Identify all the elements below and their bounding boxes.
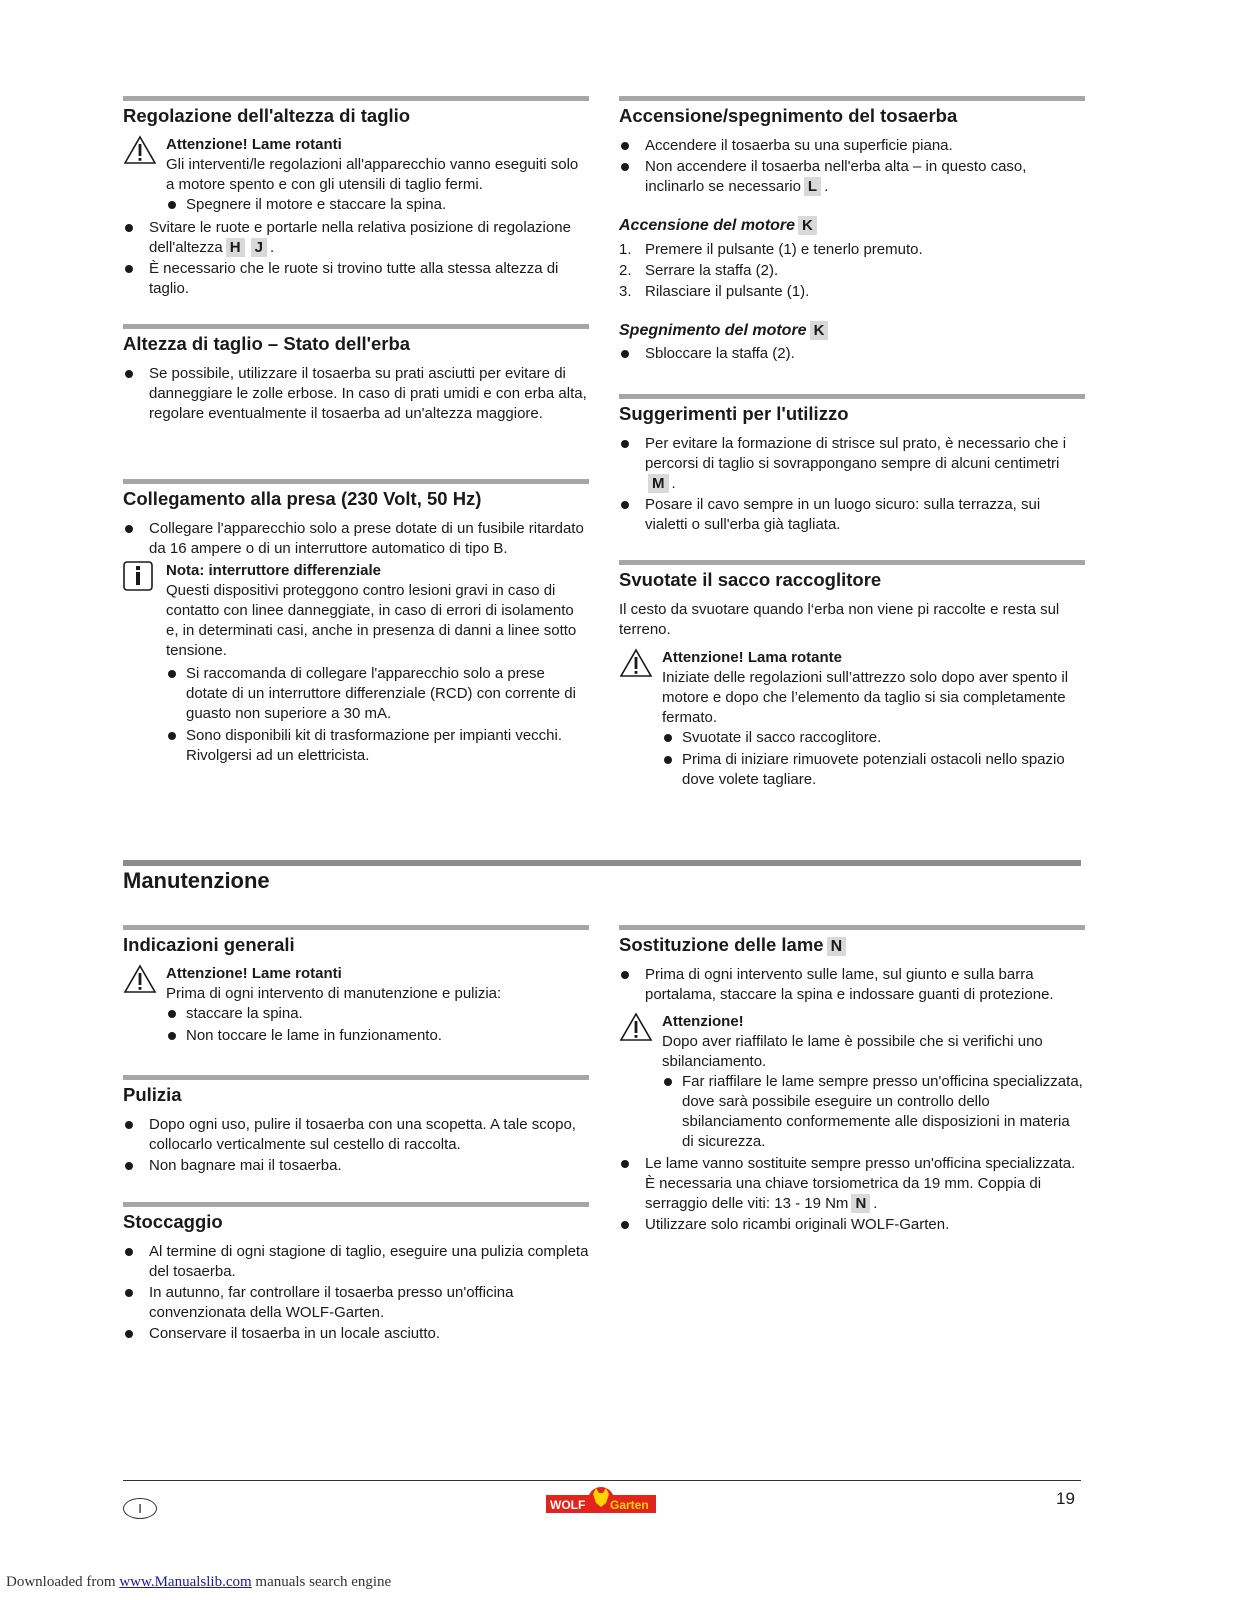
list-item-text: Non accendere il tosaerba nell'erba alta – in questo caso, inclinarlo se necessario — [645, 158, 1027, 195]
step-text: Rilasciare il pulsante (1). — [645, 283, 810, 300]
list-item-text: Per evitare la formazione di strisce sul prato, è necessario che i percorsi di taglio si sovrappongano sempre di alcuni centimetri — [645, 435, 1067, 472]
list-item: Conservare il tosaerba in un locale asciutto. — [123, 1324, 589, 1344]
list-item: Spegnere il motore e staccare la spina. — [166, 195, 589, 215]
list-item: In autunno, far controllare il tosaerba presso un'officina convenzionata della WOLF-Garten. — [123, 1283, 589, 1323]
figure-ref-badge: N — [827, 937, 847, 956]
note-text: Questi dispositivi proteggono contro lesioni gravi in caso di contatto con linee danneggiate, in caso di errori di isolamento e, in determinati casi, anche in presenza di danni a linee sotto tensione. — [166, 582, 577, 659]
section-cutting-height — [123, 96, 589, 300]
step-text: Premere il pulsante (1) e tenerlo premuto. — [645, 241, 923, 258]
section-cleaning — [123, 1075, 589, 1177]
list-item: Svitare le ruote e portarle nella relativa posizione di regolazione dell'altezza H J . — [123, 218, 589, 258]
section-rule — [123, 925, 589, 930]
figure-ref-badge: M — [648, 474, 669, 493]
section-general-notes — [123, 925, 589, 1047]
section-rule — [123, 1075, 589, 1080]
section-title: Altezza di taglio – Stato dell'erba — [123, 333, 411, 354]
section-empty-bag — [619, 560, 1085, 791]
logo-text-left: WOLF — [550, 1498, 586, 1512]
section-title: Collegamento alla presa (230 Volt, 50 Hz) — [123, 488, 482, 509]
page-number: 19 — [1056, 1489, 1075, 1508]
info-note-block — [123, 561, 589, 766]
logo-text-right: Garten — [610, 1498, 649, 1512]
section-grass-state — [123, 324, 589, 425]
figure-ref-badge: K — [798, 216, 817, 235]
warning-block — [619, 1012, 1085, 1152]
step-item: 2. Serrare la staffa (2). — [619, 262, 779, 279]
list-item: Collegare l'apparecchio solo a prese dotate di un fusibile ritardato da 16 ampere o di un interruttore automatico di tipo B. — [123, 519, 589, 559]
section-on-off — [619, 96, 1085, 365]
download-notice — [6, 1574, 391, 1591]
list-item: Si raccomanda di collegare l'apparecchio solo a prese dotate di un interruttore differenziale (RCD) con corrente di guasto non superiore a 30 mA. — [166, 664, 589, 724]
warning-text: Iniziate delle regolazioni sull’attrezzo solo dopo aver spento il motore e dopo che l’elemento da taglio si sia completamente fermato. — [662, 669, 1069, 726]
step-item: 3. Rilasciare il pulsante (1). — [619, 283, 810, 300]
figure-ref-badge: L — [804, 177, 821, 196]
section-title: Regolazione dell'altezza di taglio — [123, 105, 411, 126]
wolf-garten-logo — [546, 1486, 656, 1518]
list-item-text: Le lame vanno sostituite sempre presso un'officina specializzata. È necessaria una chiave torsiometrica da 19 mm. Coppia di serraggio delle viti: 13 - 19 Nm — [645, 1155, 1076, 1212]
subsection-title — [619, 215, 1085, 237]
chapter-rule — [123, 860, 1081, 866]
list-item: staccare la spina. — [166, 1004, 589, 1024]
manualslib-link[interactable]: www.Manualslib.com — [119, 1574, 252, 1590]
warning-title: Attenzione! Lama rotante — [662, 649, 843, 666]
warning-block — [619, 648, 1085, 790]
subsection-title-text: Accensione del motore — [619, 217, 796, 234]
warning-block — [123, 964, 589, 1046]
info-icon — [123, 561, 153, 591]
section-rule — [619, 96, 1085, 101]
subsection-title-text: Spegnimento del motore — [619, 322, 807, 339]
warning-text: Prima di ogni intervento di manutenzione e pulizia: — [166, 985, 502, 1002]
section-title — [619, 933, 1085, 957]
section-title: Stoccaggio — [123, 1211, 223, 1232]
list-item: Prima di iniziare rimuovete potenziali ostacoli nello spazio dove volete tagliare. — [662, 750, 1085, 790]
section-title: Svuotate il sacco raccoglitore — [619, 569, 882, 590]
list-item: Al termine di ogni stagione di taglio, eseguire una pulizia completa del tosaerba. — [123, 1242, 589, 1282]
warning-icon — [619, 1012, 653, 1042]
language-badge: I — [123, 1498, 157, 1519]
figure-ref-badge: K — [810, 321, 829, 340]
section-rule — [619, 925, 1085, 930]
list-item: Accendere il tosaerba su una superficie piana. — [619, 136, 1085, 156]
list-item: Le lame vanno sostituite sempre presso un'officina specializzata. È necessaria una chiave torsiometrica da 19 mm. Coppia di serraggio delle viti: 13 - 19 Nm N . — [619, 1154, 1085, 1214]
list-item: Per evitare la formazione di strisce sul prato, è necessario che i percorsi di taglio si sovrappongano sempre di alcuni centimetri M . — [619, 434, 1085, 494]
list-item: Svuotate il sacco raccoglitore. — [662, 728, 1085, 748]
warning-block — [123, 135, 589, 215]
list-item: Non toccare le lame in funzionamento. — [166, 1026, 589, 1046]
section-rule — [123, 324, 589, 329]
list-item: Se possibile, utilizzare il tosaerba su prati asciutti per evitare di danneggiare le zolle erbose. In caso di prati umidi e con erba alta, regolare eventualmente il tosaerba ad un'altezza maggiore. — [123, 364, 589, 424]
list-item: Sbloccare la staffa (2). — [619, 344, 1085, 364]
list-item-text: Svitare le ruote e portarle nella relativa posizione di regolazione dell'altezza — [149, 219, 571, 256]
list-item: Posare il cavo sempre in un luogo sicuro: sulla terrazza, sui vialetti o sull'erba già tagliata. — [619, 495, 1085, 535]
section-rule — [123, 479, 589, 484]
section-storage — [123, 1202, 589, 1345]
list-item: Sono disponibili kit di trasformazione per impianti vecchi. Rivolgersi ad un elettricista. — [166, 726, 589, 766]
step-item: 1. Premere il pulsante (1) e tenerlo premuto. — [619, 241, 923, 258]
warning-icon — [123, 135, 157, 165]
warning-title: Attenzione! Lame rotanti — [166, 965, 342, 982]
section-rule — [619, 560, 1085, 565]
figure-ref-badge: N — [851, 1194, 870, 1213]
list-item: Non bagnare mai il tosaerba. — [123, 1156, 589, 1176]
list-item: È necessario che le ruote si trovino tutte alla stessa altezza di taglio. — [123, 259, 589, 299]
section-title: Accensione/spegnimento del tosaerba — [619, 105, 958, 126]
section-title: Suggerimenti per l'utilizzo — [619, 403, 849, 424]
list-item: Prima di ogni intervento sulle lame, sul giunto e sulla barra portalama, staccare la spina e indossare guanti di protezione. — [619, 965, 1085, 1005]
paragraph: Il cesto da svuotare quando l‘erba non viene pi raccolte e resta sul terreno. — [619, 601, 1060, 638]
warning-text: Dopo aver riaffilato le lame è possibile che si verifichi uno sbilanciamento. — [662, 1033, 1043, 1070]
download-suffix: manuals search engine — [251, 1574, 392, 1590]
warning-title: Attenzione! — [662, 1013, 744, 1030]
section-title: Indicazioni generali — [123, 934, 295, 955]
note-title: Nota: interruttore differenziale — [166, 562, 382, 579]
warning-title: Attenzione! Lame rotanti — [166, 136, 342, 153]
step-text: Serrare la staffa (2). — [645, 262, 779, 279]
download-prefix: Downloaded from — [6, 1574, 120, 1590]
section-blade-replacement — [619, 925, 1085, 1236]
section-usage-tips — [619, 394, 1085, 536]
footer-rule — [123, 1480, 1081, 1481]
section-title-text: Sostituzione delle lame — [619, 934, 824, 955]
warning-icon — [123, 964, 157, 994]
subsection-title — [619, 320, 1085, 342]
list-item: Dopo ogni uso, pulire il tosaerba con una scopetta. A tale scopo, collocarlo verticalmente sul cestello di raccolta. — [123, 1115, 589, 1155]
list-item: Non accendere il tosaerba nell'erba alta – in questo caso, inclinarlo se necessario L . — [619, 157, 1085, 197]
warning-text: Gli interventi/le regolazioni all'apparecchio vanno eseguiti solo a motore spento e con gli utensili di taglio fermi. — [166, 156, 579, 193]
section-title: Pulizia — [123, 1084, 182, 1105]
figure-ref-badge: H — [226, 238, 245, 257]
figure-ref-badge: J — [251, 238, 267, 257]
section-rule — [123, 96, 589, 101]
list-item: Far riaffilare le lame sempre presso un'officina specializzata, dove sarà possibile eseguire un controllo dello sbilanciamento conformemente alle disposizioni in materia di sicurezza. — [662, 1072, 1085, 1152]
section-rule — [123, 1202, 589, 1207]
chapter-title: Manutenzione — [123, 868, 270, 893]
warning-icon — [619, 648, 653, 678]
section-socket-connection — [123, 479, 589, 767]
section-rule — [619, 394, 1085, 399]
list-item: Utilizzare solo ricambi originali WOLF-Garten. — [619, 1215, 1085, 1235]
